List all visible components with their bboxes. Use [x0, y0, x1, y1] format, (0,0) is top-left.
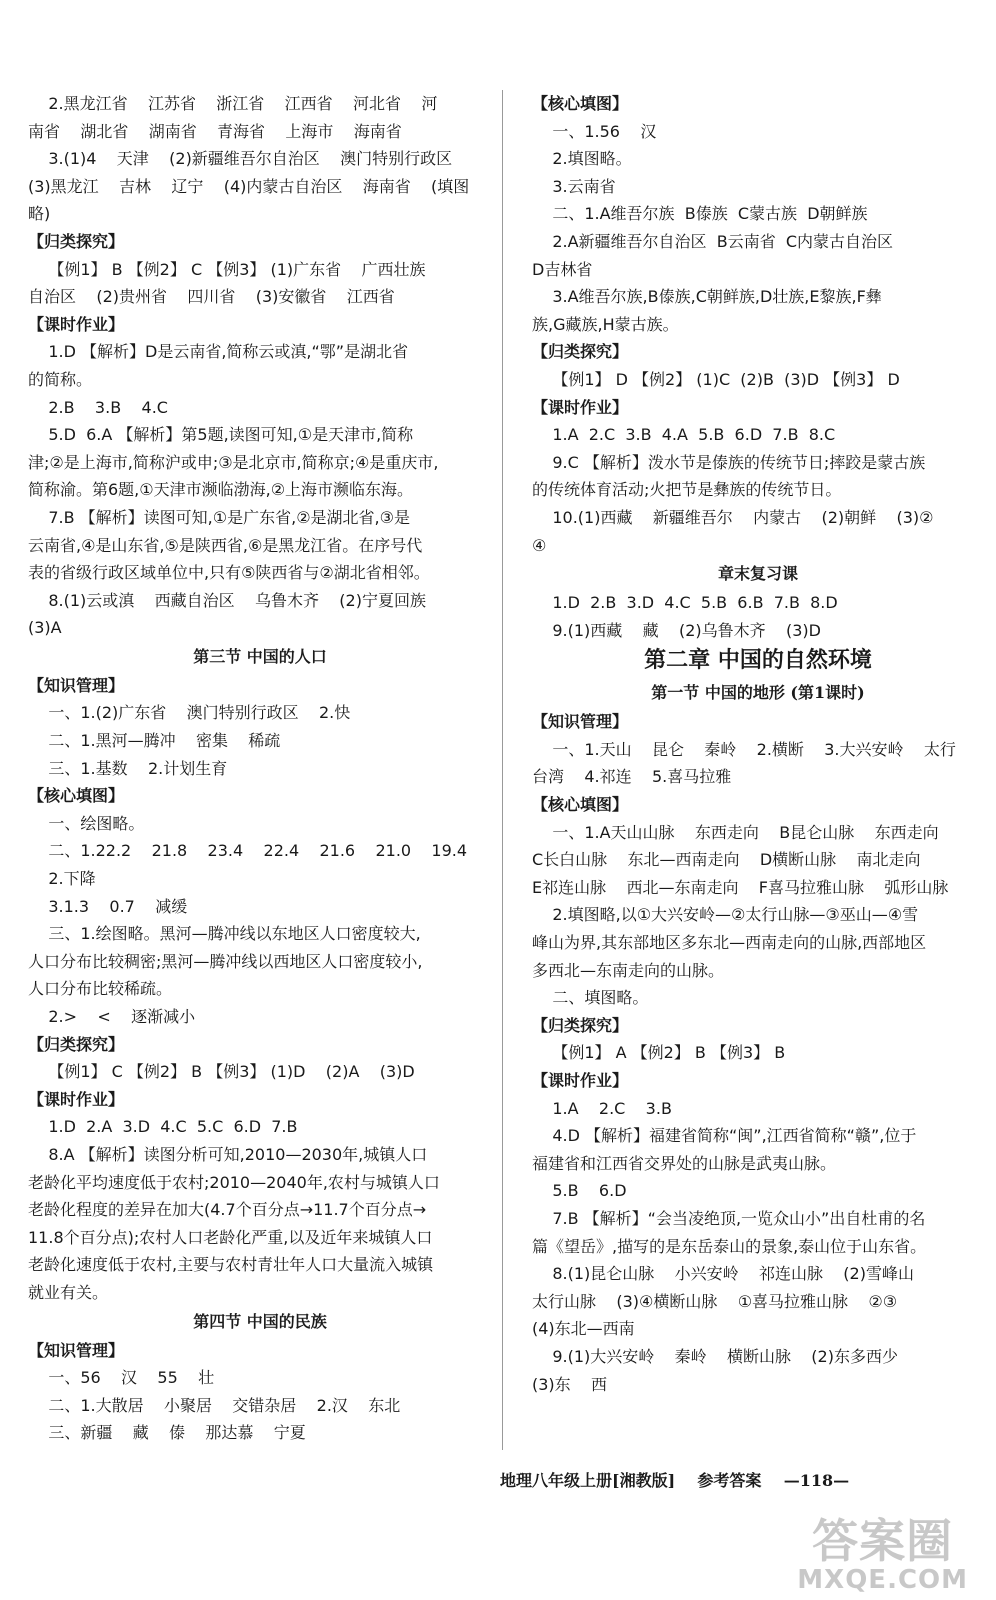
section-header: 【核心填图】	[532, 795, 629, 815]
column-divider	[502, 90, 503, 1450]
section-title: 第一节 中国的地形 (第1课时)	[651, 683, 865, 703]
answer-line: 二、1.A维吾尔族 B傣族 C蒙古族 D朝鲜族	[532, 204, 868, 224]
answer-line: 4.D 【解析】福建省简称“闽”,江西省简称“赣”,位于	[532, 1126, 917, 1146]
answer-line: 11.8个百分点);农村人口老龄化严重,以及近年来城镇人口	[28, 1227, 433, 1247]
answer-line: 【例1】 D 【例2】 (1)C (2)B (3)D 【例3】 D	[532, 369, 900, 389]
page-footer: 地理八年级上册[湘教版] 参考答案 —118—	[500, 1471, 850, 1490]
answer-line: 5.D 6.A 【解析】第5题,读图可知,①是天津市,简称	[28, 425, 414, 445]
answer-line: 老龄化速度低于农村,主要与农村青壮年人口大量流入城镇	[28, 1255, 434, 1275]
answer-line: ④	[532, 535, 547, 555]
answer-line: 1.D 2.B 3.D 4.C 5.B 6.B 7.B 8.D	[532, 593, 838, 613]
answer-line: 族,G藏族,H蒙古族。	[532, 314, 679, 334]
section-header: 【核心填图】	[28, 786, 125, 806]
section-header: 【归类探究】	[532, 342, 629, 362]
answer-line: 略)	[28, 204, 51, 224]
answer-line: 3.A维吾尔族,B傣族,C朝鲜族,D壮族,E黎族,F彝	[532, 287, 882, 307]
answer-line: 三、新疆 藏 傣 那达慕 宁夏	[28, 1423, 306, 1443]
answer-line: 【例1】 B 【例2】 C 【例3】 (1)广东省 广西壮族	[28, 259, 426, 279]
answer-line: 2.A新疆维吾尔自治区 B云南省 C内蒙古自治区	[532, 231, 894, 251]
answer-line: 【例1】 A 【例2】 B 【例3】 B	[532, 1043, 786, 1063]
answer-line: 一、1.天山 昆仑 秦岭 2.横断 3.大兴安岭 太行	[532, 739, 956, 759]
answer-line: 【例1】 C 【例2】 B 【例3】 (1)D (2)A (3)D	[28, 1062, 415, 1082]
answer-line: D吉林省	[532, 259, 593, 279]
answer-line: 简称渝。第6题,①天津市濒临渤海,②上海市濒临东海。	[28, 480, 414, 500]
answer-line: 7.B 【解析】读图可知,①是广东省,②是湖北省,③是	[28, 507, 410, 527]
answer-line: 二、1.22.2 21.8 23.4 22.4 21.6 21.0 19.4	[28, 841, 468, 861]
chapter-title: 第二章 中国的自然环境	[644, 648, 872, 674]
answer-line: 老龄化程度的差异在加大(4.7个百分点→11.7个百分点→	[28, 1200, 427, 1220]
answer-line: 表的省级行政区域单位中,只有⑤陕西省与②湖北省相邻。	[28, 563, 430, 583]
watermark-logo: 答案圈	[812, 1514, 954, 1568]
section-header: 【归类探究】	[532, 1015, 629, 1035]
answer-line: 二、1.黑河—腾冲 密集 稀疏	[28, 731, 281, 751]
answer-line: 峰山为界,其东部地区多东北—西南走向的山脉,西部地区	[532, 933, 927, 953]
section-title: 第四节 中国的民族	[193, 1311, 327, 1331]
answer-line: 一、1.A天山山脉 东西走向 B昆仑山脉 东西走向	[532, 822, 939, 842]
answer-line: 多西北—东南走向的山脉。	[532, 960, 725, 980]
answer-line: 2.> < 逐渐减小	[28, 1007, 196, 1026]
answer-line: E祁连山脉 西北—东南走向 F喜马拉雅山脉 弧形山脉	[532, 877, 949, 897]
answer-line: 太行山脉 (3)④横断山脉 ①喜马拉雅山脉 ②③	[532, 1291, 898, 1311]
section-title: 第三节 中国的人口	[193, 646, 327, 666]
answer-line: 的传统体育活动;火把节是彝族的传统节日。	[532, 480, 842, 500]
answer-line: 一、56 汉 55 壮	[28, 1368, 215, 1388]
section-header: 【知识管理】	[532, 712, 629, 732]
section-header: 【归类探究】	[28, 231, 125, 251]
section-title: 章末复习课	[717, 564, 798, 584]
watermark-url: MXQE.COM	[797, 1565, 968, 1595]
answer-line: 三、1.绘图略。黑河—腾冲线以东地区人口密度较大,	[28, 924, 421, 944]
answer-line: 9.(1)大兴安岭 秦岭 横断山脉 (2)东多西少	[532, 1346, 898, 1366]
answer-line: 2.填图略。	[532, 149, 632, 169]
section-header: 【核心填图】	[532, 94, 629, 113]
answer-line: 老龄化平均速度低于农村;2010—2040年,农村与城镇人口	[28, 1172, 440, 1192]
section-header: 【知识管理】	[28, 675, 125, 695]
answer-line: 9.(1)西藏 藏 (2)乌鲁木齐 (3)D	[532, 620, 821, 640]
answer-line: 9.C 【解析】泼水节是傣族的传统节日;摔跤是蒙古族	[532, 452, 926, 472]
answer-line: 自治区 (2)贵州省 四川省 (3)安徽省 江西省	[28, 287, 395, 307]
answer-line: 10.(1)西藏 新疆维吾尔 内蒙古 (2)朝鲜 (3)②	[532, 507, 934, 527]
section-header: 【归类探究】	[28, 1034, 125, 1054]
section-header: 【课时作业】	[28, 1089, 125, 1109]
answer-line: 二、填图略。	[532, 988, 649, 1008]
section-header: 【课时作业】	[532, 397, 629, 417]
answer-line: 篇《望岳》,描写的是东岳泰山的景象,泰山位于山东省。	[532, 1236, 927, 1256]
answer-line: (3)黑龙江 吉林 辽宁 (4)内蒙古自治区 海南省 (填图	[28, 176, 470, 196]
answer-line: 7.B 【解析】“会当凌绝顶,一览众山小”出自杜甫的名	[532, 1208, 926, 1228]
answer-line: 二、1.大散居 小聚居 交错杂居 2.汉 东北	[28, 1395, 401, 1415]
answer-line: 3.云南省	[532, 176, 616, 196]
answer-line: 1.A 2.C 3.B 4.A 5.B 6.D 7.B 8.C	[532, 425, 836, 445]
answer-line: 1.D 【解析】D是云南省,简称云或滇,“鄂”是湖北省	[28, 342, 409, 362]
answer-line: 8.A 【解析】读图分析可知,2010—2030年,城镇人口	[28, 1144, 428, 1164]
answer-line: 津;②是上海市,简称沪或申;③是北京市,简称京;④是重庆市,	[28, 452, 439, 472]
section-header: 【知识管理】	[28, 1340, 125, 1360]
answer-line: 8.(1)云或滇 西藏自治区 乌鲁木齐 (2)宁夏回族	[28, 590, 426, 610]
answer-line: (4)东北—西南	[532, 1319, 635, 1339]
answer-line: (3)东 西	[532, 1374, 608, 1394]
answer-line: 的简称。	[28, 369, 93, 389]
answer-line: 2.下降	[28, 869, 96, 889]
section-header: 【课时作业】	[28, 314, 125, 334]
answer-line: 2.B 3.B 4.C	[28, 397, 168, 417]
answer-line: 人口分布比较稀疏。	[28, 979, 173, 999]
answer-line: 1.D 2.A 3.D 4.C 5.C 6.D 7.B	[28, 1117, 298, 1137]
answer-line: 1.A 2.C 3.B	[532, 1098, 672, 1118]
left-column	[28, 90, 492, 1447]
answer-line: 一、绘图略。	[28, 813, 145, 833]
answer-line: 一、1.(2)广东省 澳门特别行政区 2.快	[28, 703, 351, 723]
answer-line: 2.黑龙江省 江苏省 浙江省 江西省 河北省 河	[28, 94, 438, 113]
answer-line: 3.(1)4 天津 (2)新疆维吾尔自治区 澳门特别行政区	[28, 149, 453, 169]
answer-line: 福建省和江西省交界处的山脉是武夷山脉。	[532, 1153, 837, 1173]
answer-line: 5.B 6.D	[532, 1181, 627, 1201]
answer-line: 人口分布比较稠密;黑河—腾冲线以西地区人口密度较小,	[28, 951, 423, 971]
answer-line: 南省 湖北省 湖南省 青海省 上海市 海南省	[28, 121, 402, 141]
answer-line: 2.填图略,以①大兴安岭—②太行山脉—③巫山—④雪	[532, 905, 919, 925]
answer-line: 3.1.3 0.7 减缓	[28, 896, 188, 916]
right-column	[532, 90, 984, 1398]
section-header: 【课时作业】	[532, 1071, 629, 1090]
answer-line: 台湾 4.祁连 5.喜马拉雅	[532, 767, 732, 787]
answer-line: 就业有关。	[28, 1282, 109, 1302]
answer-line: 云南省,④是山东省,⑤是陕西省,⑥是黑龙江省。在序号代	[28, 535, 423, 555]
answer-line: C长白山脉 东北—西南走向 D横断山脉 南北走向	[532, 850, 921, 870]
answer-line: 一、1.56 汉	[532, 121, 657, 141]
answer-line: (3)A	[28, 618, 62, 638]
answer-line: 8.(1)昆仑山脉 小兴安岭 祁连山脉 (2)雪峰山	[532, 1264, 914, 1284]
watermark	[797, 1505, 968, 1595]
answer-line: 三、1.基数 2.计划生育	[28, 758, 228, 778]
